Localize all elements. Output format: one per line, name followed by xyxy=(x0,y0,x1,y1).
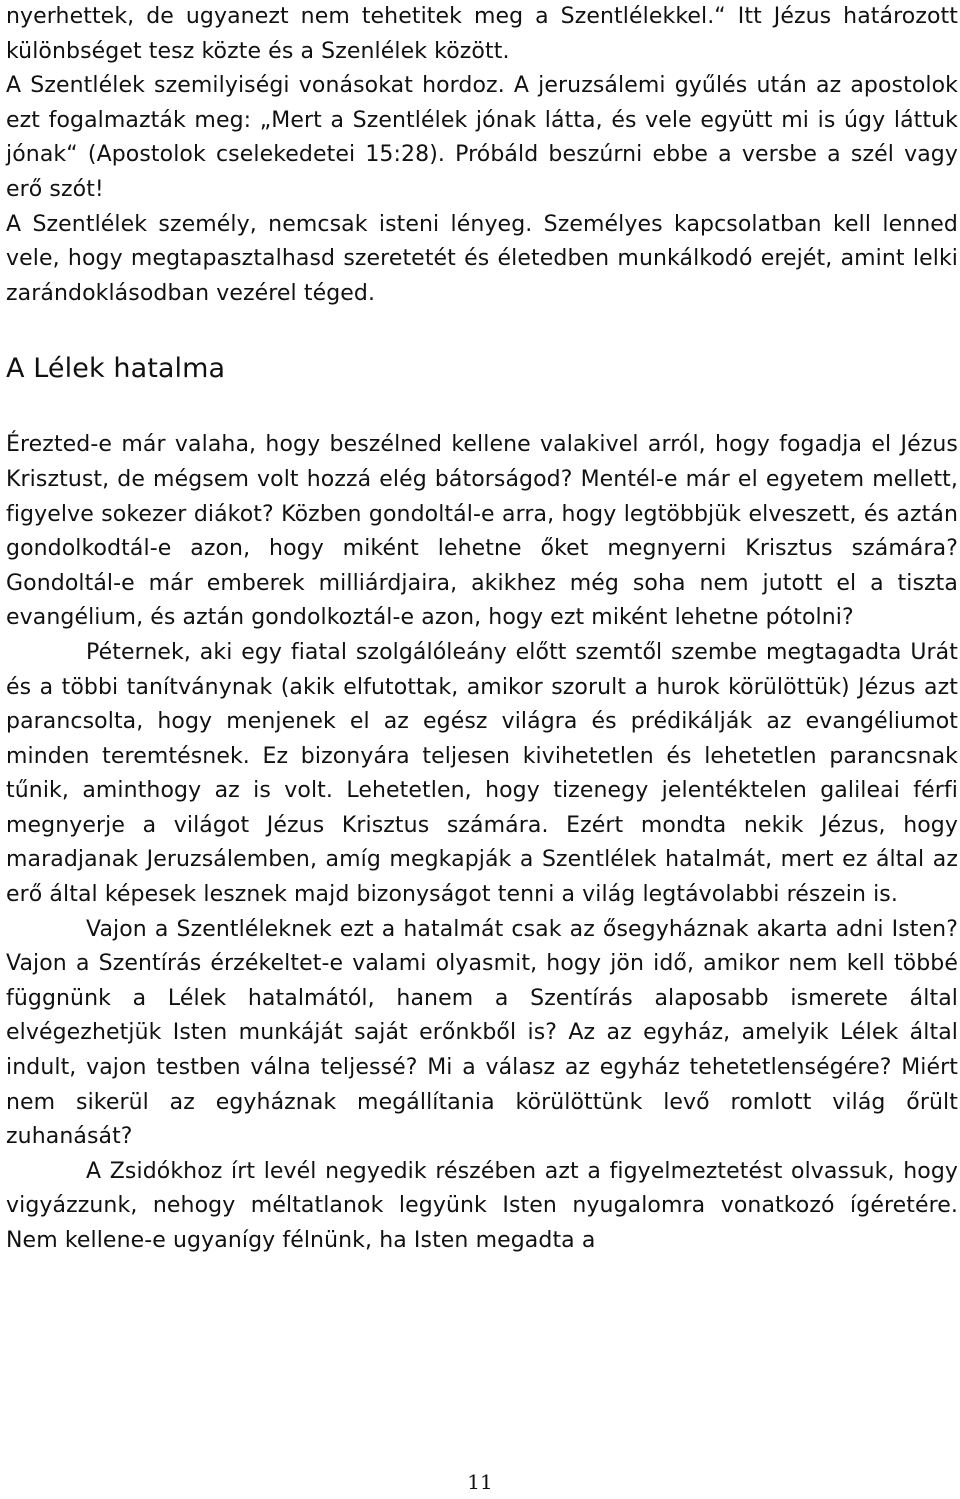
paragraph-personality: A Szentlélek szemilyiségi vonásokat hordoz. A jeruzsálemi gyűlés után az apostolok ezt fogalmazták meg: „Mert a Szentlélek jónak látta, és vele együtt mi is úgy láttuk jónak“ (Apostolok cselekedetei 15:28). Próbáld beszúrni ebbe a versbe a szél vagy erő szót! xyxy=(6,73,958,202)
paragraph-section-1: Érezted-e már valaha, hogy beszélned kellene valakivel arról, hogy fogadja el Jézus Krisztust, de mégsem volt hozzá elég bátorságod? Mentél-e már el egyetem mellett, figyelve sokezer diákot? Közben gondoltál-e arra, hogy legtöbbjük elveszett, és aztán gondolkodtál-e azon, hogy miként lehetne őket megnyerni Krisztus számára? Gondoltál-e már emberek milliárdjaira, akikhez még soha nem jutott el a tiszta evangélium, és aztán gondolkoztál-e azon, hogy ezt miként lehetne pótolni? xyxy=(6,432,958,631)
page-number: 11 xyxy=(467,1470,493,1494)
paragraph-section-2: Péternek, aki egy fiatal szolgálóleány előtt szemtől szembe megtagadta Urát és a többi tanítványnak (akik elfutottak, amikor szorult a hurok körülöttük) Jézus azt parancsolta, hogy menjenek el az egész világra és prédikálják az evangéliumot minden teremtésnek. Ez bizonyára teljesen kivihetetlen és lehetetlen parancsnak tűnik, aminthogy az is volt. Lehetetlen, hogy tizenegy jelentéktelen galileai férfi megnyerje a világot Jézus Krisztus számára. Ezért mondta nekik Jézus, hogy maradjanak Jeruzsálemben, amíg megkapják a Szentlélek hatalmát, mert ez által az erő által képesek lesznek majd bizonyságot tenni a világ legtávolabbi részein is. xyxy=(6,639,958,908)
paragraph-section-4: A Zsidókhoz írt levél negyedik részében azt a figyelmeztetést olvassuk, hogy vigyázzunk, nehogy méltatlanok legyünk Isten nyugalomra vonatkozó ígéretére. Nem kellene-e ugyanígy félnünk, ha Isten megadta a xyxy=(6,1158,958,1253)
paragraph-person: A Szentlélek személy, nemcsak isteni lényeg. Személyes kapcsolatban kell lenned vele, hogy megtapasztalhasd szeretetét és életedben munkálkodó erejét, amint lelki zarándoklásodban vezérel téged. xyxy=(6,211,958,306)
paragraph-continuation: nyerhettek, de ugyanezt nem tehetitek meg a Szentlélekkel.“ Itt Jézus határozott különbséget tesz közte és a Szenlélek között. xyxy=(6,4,958,64)
document-page xyxy=(6,0,958,1259)
section-heading: A Lélek hatalma xyxy=(6,353,226,385)
paragraph-section-3: Vajon a Szentléleknek ezt a hatalmát csak az ősegyháznak akarta adni Isten? Vajon a Szentírás érzékeltet-e valami olyasmit, hogy jön idő, amikor nem kell többé függnünk a Lélek hatalmától, hanem a Szentírás alaposabb ismerete által elvégezhetjük Isten munkáját saját erőnkből is? Az az egyház, amelyik Lélek által indult, vajon testben válna teljessé? Mi a válasz az egyház tehetetlenségére? Miért nem sikerül az egyháznak megállítania körülöttünk levő romlott világ őrült zuhanását? xyxy=(6,916,958,1150)
